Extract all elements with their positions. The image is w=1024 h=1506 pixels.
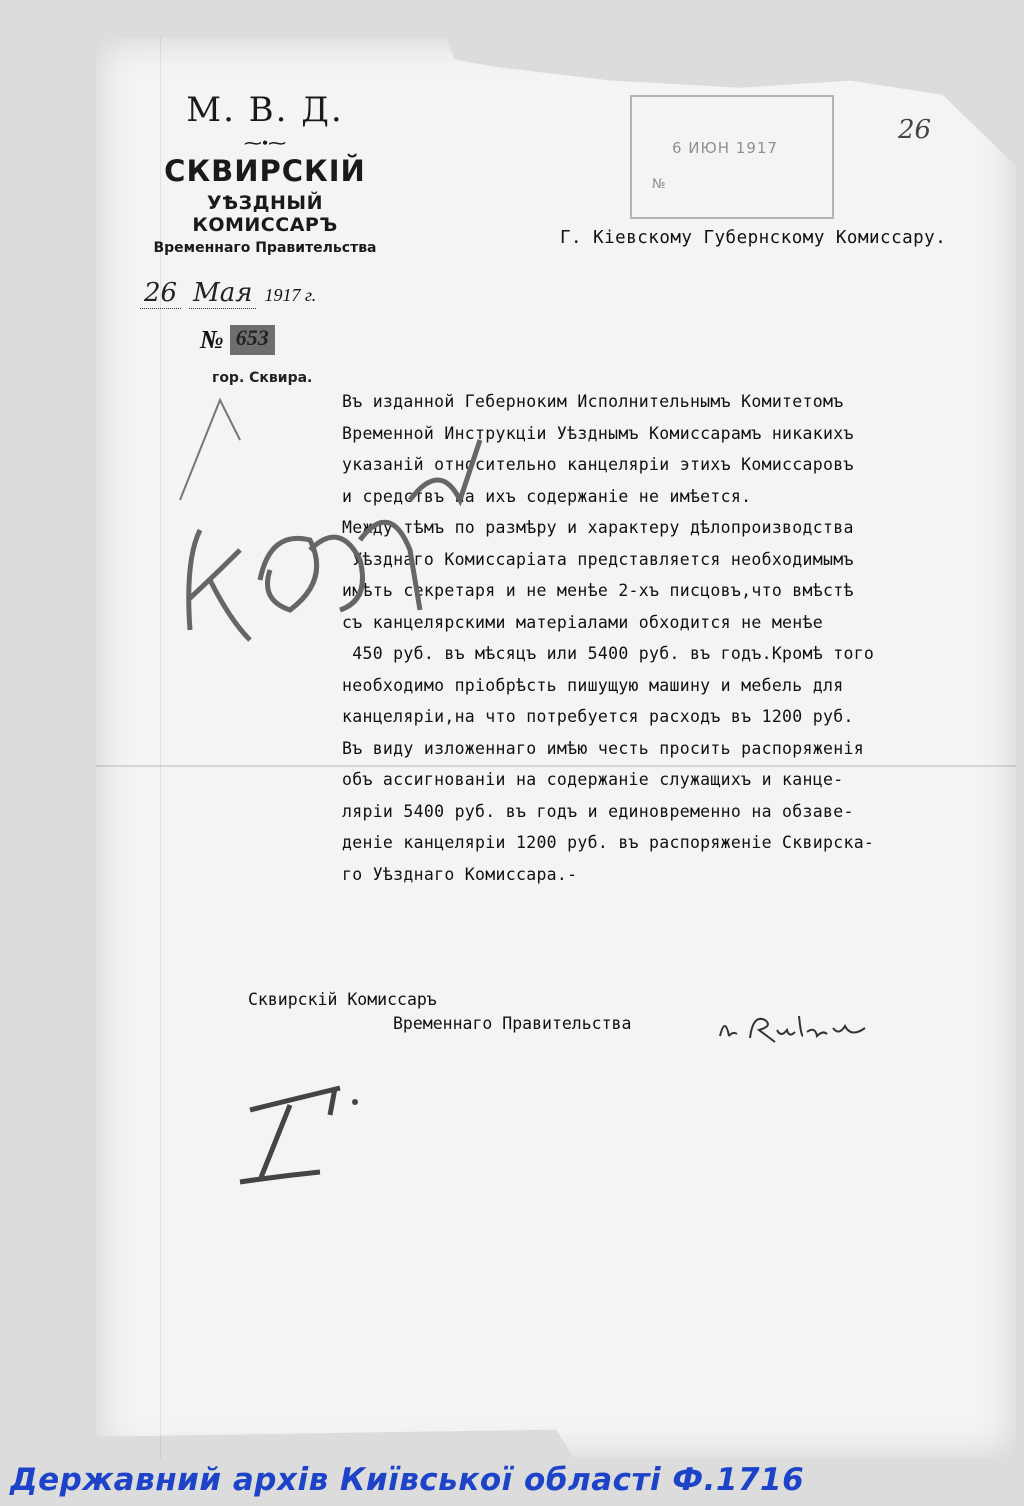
body-line: необходимо пріобрѣсть пишущую машину и мебель для [342,675,844,695]
body-line: 450 руб. въ мѣсяцъ или 5400 руб. въ годъ.Кромѣ того [342,644,875,663]
document-date [140,278,380,309]
archive-caption: Державний архів Київської області Ф.1716 [10,1462,805,1498]
date-day: 26 [140,278,181,309]
stamp-number: № [652,177,666,192]
body-line: Въ изданной Геберноким Исполнительнымъ Комитетомъ [342,392,844,411]
body-line: имѣть секретаря и не менѣе 2-хъ писцовъ,что вмѣстѣ [342,581,854,600]
body-line: го Уѣзднаго Комиссара.- [342,864,578,884]
body-line: указаній относительно канцеляріи этихъ Комиссаровъ [342,455,854,474]
body-line: Въ виду изложеннаго имѣю честь просить распоряженія [342,738,864,758]
corner-page-mark: 26 [898,115,932,145]
body-line: ляріи 5400 руб. въ годъ и единовременно на обзаве- [342,801,854,821]
letterhead-government: Временнаго Правительства [153,240,377,256]
document-number [200,325,275,355]
letterhead [140,90,390,260]
letterhead-district: СКВИРСКІЙ [164,154,366,188]
signature-government: Временнаго Правительства [393,1014,632,1033]
letterhead-ministry: М. В. Д. [186,90,344,130]
body-line: съ канцелярскими матеріалами обходится не менѣе [342,612,823,632]
handwritten-resolution [160,380,520,680]
body-line: Между тѣмъ по размѣру и характеру дѣлопроизводства [342,518,854,537]
signature-rank: Сквирскій Комиссаръ [248,990,437,1009]
date-month: Мая [189,278,256,309]
number-value: 653 [230,325,275,355]
handwritten-signature [715,1006,885,1056]
body-line: и средствъ на ихъ содержаніе не имѣется. [342,486,752,506]
document-city: гор. Сквира. [212,370,313,386]
stamp-date: 6 ИЮН 1917 [672,139,778,157]
body-line: деніе канцеляріи 1200 руб. въ распоряженіе Сквирска- [342,833,875,852]
body-line: канцеляріи,на что потребуется расходъ въ 1200 руб. [342,707,854,726]
letterhead-commissar: УѢЗДНЫЙ КОМИССАРЪ [192,192,338,236]
date-year: 1917 г. [264,285,317,305]
handwritten-mark [230,1080,370,1190]
registration-stamp [630,95,834,219]
addressee: Г. Кіевскому Губернскому Комиссару. [560,228,947,248]
body-line: объ ассигнованіи на содержаніе служащихъ и канце- [342,770,844,789]
number-label: № [200,325,224,354]
body-line: Уѣзднаго Комиссаріата представляется необходимымъ [342,549,854,569]
body-line: Временной Инструкціи Уѣзднымъ Комиссарамъ никакихъ [342,423,854,443]
letterhead-ornament: ⁓•⁓ [243,133,287,153]
